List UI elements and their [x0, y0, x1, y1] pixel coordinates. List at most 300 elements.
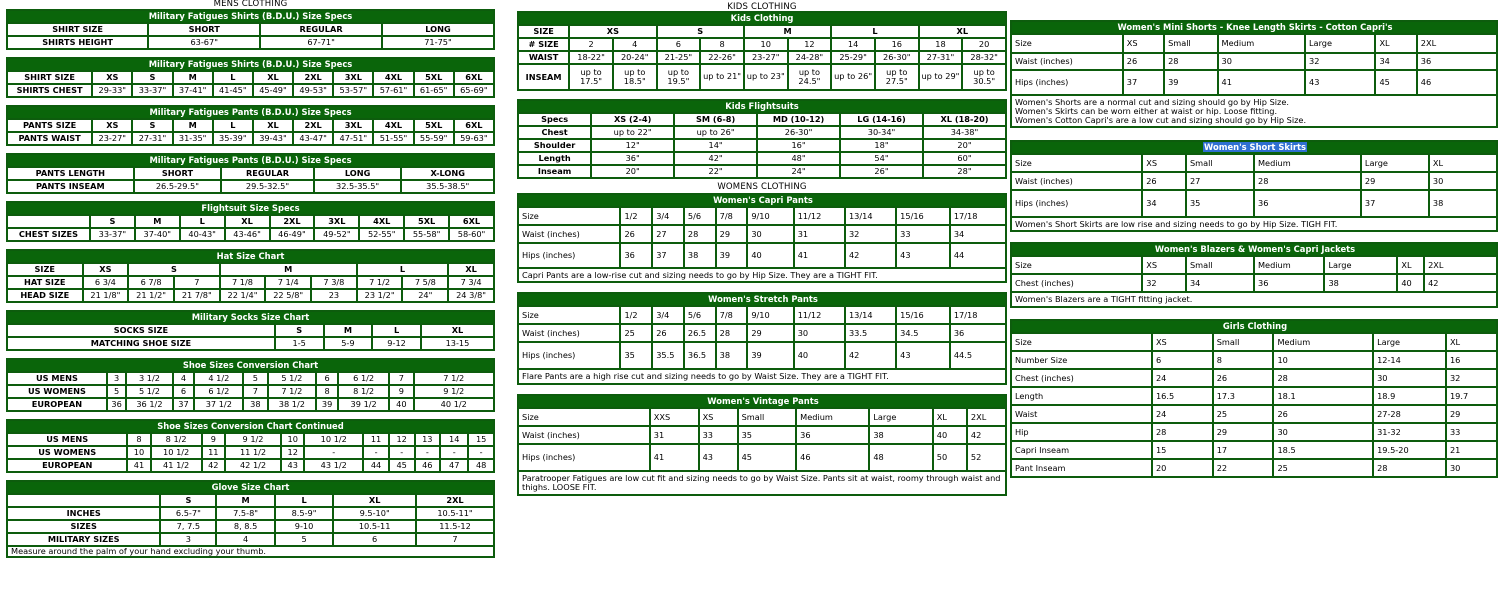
table-cell: 29: [1361, 172, 1429, 190]
table-cell: 33: [1446, 423, 1497, 441]
table-cell: INCHES: [7, 507, 160, 520]
table-cell: 28: [1254, 172, 1361, 190]
table-cell: 48: [468, 459, 494, 472]
table-cell: 23-27": [744, 51, 788, 64]
table-row: [518, 25, 1006, 38]
table-row: [7, 324, 494, 337]
bdu-pants-waist-table: [6, 105, 495, 146]
table-cell: L: [372, 324, 421, 337]
mens-heading: MENS CLOTHING: [213, 0, 288, 9]
table-cell: 7 1/4: [265, 276, 311, 289]
table-row: [7, 23, 494, 36]
table-cell: 26: [652, 324, 684, 342]
table-cell: XL: [1375, 34, 1416, 53]
table-row: [1011, 387, 1497, 405]
table-cell: 35: [738, 426, 797, 444]
table-cell: Waist: [1011, 405, 1152, 423]
table-row: [7, 228, 494, 241]
table-cell: 3/4: [652, 306, 684, 324]
table-cell: M: [324, 324, 373, 337]
table-cell: up to 29": [919, 64, 963, 90]
table-cell: 34-38": [923, 126, 1006, 139]
table-cell: 9.5-10": [333, 507, 416, 520]
table-cell: 7 1/2: [268, 385, 317, 398]
table-cell: 28: [1373, 459, 1446, 477]
table-cell: Small: [1186, 256, 1254, 274]
table-cell: 30: [1218, 53, 1305, 70]
table-cell: up to 26": [674, 126, 757, 139]
table-cell: M: [216, 494, 274, 507]
table-title: Glove Size Chart: [7, 481, 494, 494]
table-row: [518, 207, 1006, 225]
table-cell: L: [180, 215, 225, 228]
table-cell: # SIZE: [518, 38, 569, 51]
table-cell: XL (18-20): [923, 113, 1006, 126]
table-cell: 37: [1123, 70, 1164, 95]
table-cell: 36": [591, 152, 674, 165]
table-cell: S: [128, 263, 219, 276]
table-cell: US WOMENS: [7, 446, 127, 459]
table-cell: 52: [967, 444, 1006, 471]
table-cell: SIZES: [7, 520, 160, 533]
table-cell: 29: [716, 225, 748, 243]
table-cell: up to 17.5": [569, 64, 613, 90]
table-cell: XS: [1142, 256, 1186, 274]
table-cell: 11: [202, 446, 225, 459]
stretch-note: Flare Pants are a high rise cut and sizing needs to go by Waist Size. They are a TIGHT FIT.: [518, 369, 1006, 384]
table-cell: M: [744, 25, 831, 38]
table-cell: S: [160, 494, 216, 507]
table-cell: 13/14: [845, 207, 896, 225]
table-cell: 7 1/8: [220, 276, 266, 289]
table-row: [518, 426, 1006, 444]
mini-notes: Women's Shorts are a normal cut and sizing should go by Hip Size. Women's Skirts can be worn either at waist or hip. Loose fitting. Women's Cotton Capri's are a low cut and sizing should go by Hip Size.: [1011, 95, 1497, 127]
table-row: [7, 84, 494, 97]
table-cell: 2XL: [1424, 256, 1497, 274]
table-cell: -: [440, 446, 468, 459]
table-cell: 5-9: [324, 337, 373, 350]
table-cell: XL: [333, 494, 416, 507]
table-row: [1011, 274, 1497, 292]
table-cell: 37: [652, 243, 684, 268]
table-row: [7, 433, 494, 446]
table-cell: 63-67": [148, 36, 260, 49]
table-cell: 37: [1361, 190, 1429, 217]
table-cell: S: [132, 119, 172, 132]
table-cell: 48": [757, 152, 840, 165]
table-cell: 8 1/2: [151, 433, 202, 446]
table-cell: 18.9: [1373, 387, 1446, 405]
table-cell: 40: [389, 398, 413, 411]
table-cell: 53-57": [333, 84, 373, 97]
table-cell: XS: [92, 119, 132, 132]
table-cell: 42: [845, 342, 896, 369]
table-cell: SHORT: [148, 23, 260, 36]
table-cell: Waist (inches): [518, 426, 650, 444]
table-cell: 21: [1446, 441, 1497, 459]
table-row: [7, 520, 494, 533]
glove-note: Measure around the palm of your hand excluding your thumb.: [7, 546, 494, 557]
table-cell: 5XL: [414, 119, 454, 132]
table-cell: 9 1/2: [225, 433, 281, 446]
table-cell: Size: [1011, 256, 1142, 274]
table-cell: 3XL: [333, 119, 373, 132]
table-row: [518, 51, 1006, 64]
table-cell: 8: [700, 38, 744, 51]
table-cell: 7.5-8": [216, 507, 274, 520]
table-cell: 11.5-12: [416, 520, 494, 533]
table-cell: 8: [1213, 351, 1274, 369]
selected-title-text[interactable]: Women's Short Skirts: [1204, 142, 1306, 152]
table-cell: 26: [1123, 53, 1164, 70]
table-cell: 43-47": [293, 132, 333, 145]
table-cell: 54": [840, 152, 923, 165]
short-skirts-note: Women's Short Skirts are low rise and sizing needs to go by Hip Size. TIGH FIT.: [1011, 217, 1497, 231]
table-title: Military Fatigues Pants (B.D.U.) Size Specs: [7, 106, 494, 119]
table-cell: M: [173, 71, 213, 84]
table-row: [518, 342, 1006, 369]
table-cell: 60": [923, 152, 1006, 165]
table-cell: 27-31": [919, 51, 963, 64]
table-cell: 32: [1305, 53, 1375, 70]
table-cell: Inseam: [518, 165, 591, 178]
table-cell: 5/6: [684, 306, 716, 324]
table-cell: Waist (inches): [518, 324, 620, 342]
glove-size-table: [6, 480, 495, 558]
table-cell: 27-31": [132, 132, 172, 145]
table-cell: 2: [569, 38, 613, 51]
table-row: [518, 243, 1006, 268]
table-cell: 35.5: [652, 342, 684, 369]
table-row: [1011, 441, 1497, 459]
table-cell: XL: [421, 324, 494, 337]
table-cell: 24: [1152, 405, 1213, 423]
table-cell: Small: [1186, 154, 1254, 172]
table-cell: Size: [518, 408, 650, 426]
table-cell: 2XL: [270, 215, 315, 228]
table-cell: up to 24.5": [788, 64, 832, 90]
table-cell: 55-59": [414, 132, 454, 145]
table-cell: 33: [896, 225, 950, 243]
table-cell: Medium: [1273, 333, 1373, 351]
table-cell: Small: [738, 408, 797, 426]
table-cell: EUROPEAN: [7, 398, 107, 411]
table-cell: 29-33": [92, 84, 132, 97]
table-cell: 1/2: [620, 306, 652, 324]
table-row: [518, 152, 1006, 165]
table-cell: S: [132, 71, 172, 84]
table-cell: 40: [933, 426, 967, 444]
table-cell: SHIRTS HEIGHT: [7, 36, 148, 49]
table-cell: 26-30": [757, 126, 840, 139]
table-cell: REGULAR: [260, 23, 382, 36]
table-cell: XS: [1152, 333, 1213, 351]
table-cell: 10: [1273, 351, 1373, 369]
table-cell: 40: [747, 243, 793, 268]
table-cell: 2XL: [416, 494, 494, 507]
table-cell: L: [213, 71, 253, 84]
table-cell: SHIRT SIZE: [7, 23, 148, 36]
table-cell: 22 1/4": [220, 289, 266, 302]
table-cell: Specs: [518, 113, 591, 126]
table-cell: 33: [699, 426, 738, 444]
table-cell: 7: [389, 372, 413, 385]
table-cell: Medium: [796, 408, 869, 426]
table-cell: 41: [650, 444, 699, 471]
table-cell: 15: [468, 433, 494, 446]
table-cell: 40-43": [180, 228, 225, 241]
table-cell: XS: [83, 263, 129, 276]
kids-heading: KIDS CLOTHING: [727, 2, 797, 12]
table-cell: 25: [620, 324, 652, 342]
flightsuit-table: [6, 201, 495, 242]
table-cell: 20-24": [613, 51, 657, 64]
table-cell: 24: [1152, 369, 1213, 387]
table-cell: 17.3: [1213, 387, 1274, 405]
table-row: [1011, 172, 1497, 190]
womens-heading: WOMENS CLOTHING: [717, 182, 807, 192]
table-cell: L: [831, 25, 918, 38]
table-row: [7, 119, 494, 132]
table-title: Girls Clothing: [1011, 320, 1497, 333]
table-cell: 10 1/2: [151, 446, 202, 459]
womens-short-skirts-table: [1010, 140, 1498, 232]
table-cell: 25-29": [831, 51, 875, 64]
table-cell: 25: [1213, 405, 1274, 423]
table-cell: 32: [1446, 369, 1497, 387]
table-cell: 34.5: [896, 324, 950, 342]
table-cell: Chest (inches): [1011, 369, 1152, 387]
table-cell: 11/12: [794, 207, 845, 225]
table-cell: Length: [518, 152, 591, 165]
table-title: Women's Stretch Pants: [518, 293, 1006, 306]
table-row: [1011, 351, 1497, 369]
table-cell: 8.5-9": [275, 507, 333, 520]
table-cell: Size: [518, 306, 620, 324]
table-cell: 65-69": [454, 84, 494, 97]
mens-column: [6, 0, 495, 558]
table-cell: 6 7/8: [128, 276, 174, 289]
table-cell: 31-35": [173, 132, 213, 145]
table-cell: 6: [316, 372, 338, 385]
table-cell: 26: [1273, 405, 1373, 423]
table-cell: 7 5/8: [402, 276, 448, 289]
table-cell: up to 23": [744, 64, 788, 90]
table-cell: 37-41": [173, 84, 213, 97]
table-row: [7, 494, 494, 507]
table-title: Hat Size Chart: [7, 250, 494, 263]
table-cell: 45: [389, 459, 415, 472]
table-cell: 48: [869, 444, 932, 471]
table-cell: Medium: [1254, 256, 1324, 274]
table-cell: Pant Inseam: [1011, 459, 1152, 477]
table-cell: XS (2-4): [591, 113, 674, 126]
table-cell: 27: [1186, 172, 1254, 190]
table-cell: 16: [1446, 351, 1497, 369]
table-cell: US WOMENS: [7, 385, 107, 398]
table-cell: INSEAM: [518, 64, 569, 90]
table-cell: Large: [1373, 333, 1446, 351]
table-cell: 18: [919, 38, 963, 51]
table-cell: 11: [363, 433, 389, 446]
table-cell: 5XL: [404, 215, 449, 228]
table-cell: 2XL: [293, 71, 333, 84]
table-cell: 36 1/2: [126, 398, 172, 411]
table-cell: 23 1/2": [357, 289, 403, 302]
table-cell: XL: [253, 119, 293, 132]
table-cell: 38: [243, 398, 267, 411]
table-cell: 43: [281, 459, 304, 472]
table-cell: 31: [650, 426, 699, 444]
table-cell: 43: [896, 342, 950, 369]
table-cell: 23-27": [92, 132, 132, 145]
table-cell: 7 1/2: [414, 372, 494, 385]
table-cell: 32.5-35.5": [314, 180, 402, 193]
table-cell: 5/6: [684, 207, 716, 225]
table-cell: SIZE: [7, 263, 83, 276]
table-cell: 18": [840, 139, 923, 152]
table-cell: MILITARY SIZES: [7, 533, 160, 546]
table-cell: 28: [1164, 53, 1217, 70]
table-row: [7, 446, 494, 459]
table-cell: 46: [1417, 70, 1497, 95]
table-title: Women's Blazers & Women's Capri Jackets: [1011, 243, 1497, 256]
table-cell: 7: [174, 276, 220, 289]
table-cell: 38: [1429, 190, 1497, 217]
table-cell: SIZE: [518, 25, 569, 38]
table-cell: 37-40": [135, 228, 180, 241]
table-row: [7, 132, 494, 145]
table-cell: CHEST SIZES: [7, 228, 90, 241]
table-row: [7, 71, 494, 84]
table-cell: 13: [415, 433, 441, 446]
table-cell: 4: [216, 533, 274, 546]
table-cell: Hips (inches): [518, 243, 620, 268]
table-cell: -: [363, 446, 389, 459]
table-row: [7, 398, 494, 411]
table-cell: SOCKS SIZE: [7, 324, 275, 337]
table-cell: L: [357, 263, 448, 276]
table-cell: 58-60": [449, 228, 494, 241]
table-cell: 28-32": [962, 51, 1006, 64]
table-cell: 38: [716, 342, 748, 369]
table-cell: 31-32: [1373, 423, 1446, 441]
table-row: [1011, 53, 1497, 70]
table-cell: LONG: [314, 167, 402, 180]
table-cell: 38: [684, 243, 716, 268]
table-cell: 10: [744, 38, 788, 51]
table-cell: 67-71": [260, 36, 382, 49]
table-cell: Medium: [1218, 34, 1305, 53]
table-row: [1011, 154, 1497, 172]
table-cell: 3: [107, 372, 126, 385]
table-row: [518, 139, 1006, 152]
table-cell: 40: [1397, 274, 1424, 292]
table-cell: 9/10: [747, 306, 793, 324]
table-cell: 10: [281, 433, 304, 446]
table-cell: 43: [1305, 70, 1375, 95]
table-cell: XL: [225, 215, 270, 228]
table-cell: 13/14: [845, 306, 896, 324]
table-row: [7, 385, 494, 398]
table-row: [518, 38, 1006, 51]
table-cell: PANTS LENGTH: [7, 167, 134, 180]
table-cell: 49-52": [314, 228, 359, 241]
table-cell: 24 3/8": [448, 289, 494, 302]
table-cell: 7 3/8: [311, 276, 357, 289]
table-cell: REGULAR: [221, 167, 314, 180]
table-cell: 27: [652, 225, 684, 243]
table-title: Kids Flightsuits: [518, 100, 1006, 113]
table-title: [1011, 141, 1497, 154]
table-cell: 6 1/2: [338, 372, 389, 385]
table-cell: -: [389, 446, 415, 459]
table-cell: 9-10: [275, 520, 333, 533]
table-cell: X-LONG: [401, 167, 494, 180]
table-cell: 30: [794, 324, 845, 342]
table-cell: 22 5/8": [265, 289, 311, 302]
capri-note: Capri Pants are a low-rise cut and sizing needs to go by Hip Size. They are a TIGHT FIT.: [518, 268, 1006, 282]
table-cell: 20": [923, 139, 1006, 152]
table-cell: XL: [1429, 154, 1497, 172]
table-cell: 18.1: [1273, 387, 1373, 405]
vintage-note: Paratrooper Fatigues are low cut fit and sizing needs to go by Waist Size. Pants sit at waist, roomy through waist and thighs. LOOSE FIT.: [518, 471, 1006, 495]
table-cell: 5 1/2: [126, 385, 172, 398]
table-cell: 1-5: [275, 337, 324, 350]
table-cell: 46-49": [270, 228, 315, 241]
table-cell: -: [304, 446, 363, 459]
table-cell: Number Size: [1011, 351, 1152, 369]
table-cell: 39: [1164, 70, 1217, 95]
shoe-conversion-continued-table: [6, 419, 495, 473]
table-cell: up to 27.5": [875, 64, 919, 90]
table-cell: Chest (inches): [1011, 274, 1142, 292]
table-cell: 35-39": [213, 132, 253, 145]
table-cell: 9/10: [747, 207, 793, 225]
table-cell: US MENS: [7, 372, 107, 385]
table-cell: 4XL: [373, 71, 413, 84]
table-cell: M: [135, 215, 180, 228]
table-cell: 2XL: [293, 119, 333, 132]
table-row: [518, 324, 1006, 342]
table-cell: SHIRT SIZE: [7, 71, 92, 84]
table-cell: Hips (inches): [518, 444, 650, 471]
table-cell: MATCHING SHOE SIZE: [7, 337, 275, 350]
table-title: Shoe Sizes Conversion Chart Continued: [7, 420, 494, 433]
table-cell: 22: [1213, 459, 1274, 477]
table-row: [518, 64, 1006, 90]
table-row: [1011, 333, 1497, 351]
table-row: [1011, 423, 1497, 441]
kids-flightsuits-table: [517, 99, 1007, 179]
table-cell: 38: [869, 426, 932, 444]
kids-clothing-table: [517, 11, 1007, 91]
table-cell: 12": [591, 139, 674, 152]
table-title: Kids Clothing: [518, 12, 1006, 25]
table-title: Women's Vintage Pants: [518, 395, 1006, 408]
table-row: [1011, 405, 1497, 423]
table-cell: 15: [1152, 441, 1213, 459]
table-cell: 30: [1273, 423, 1373, 441]
table-title: Shoe Sizes Conversion Chart: [7, 359, 494, 372]
table-row: [518, 444, 1006, 471]
table-cell: 12-14: [1373, 351, 1446, 369]
table-cell: XS: [1123, 34, 1164, 53]
table-cell: 10: [127, 446, 150, 459]
table-cell: M: [173, 119, 213, 132]
table-cell: 6.5-7": [160, 507, 216, 520]
table-cell: SHIRTS CHEST: [7, 84, 92, 97]
